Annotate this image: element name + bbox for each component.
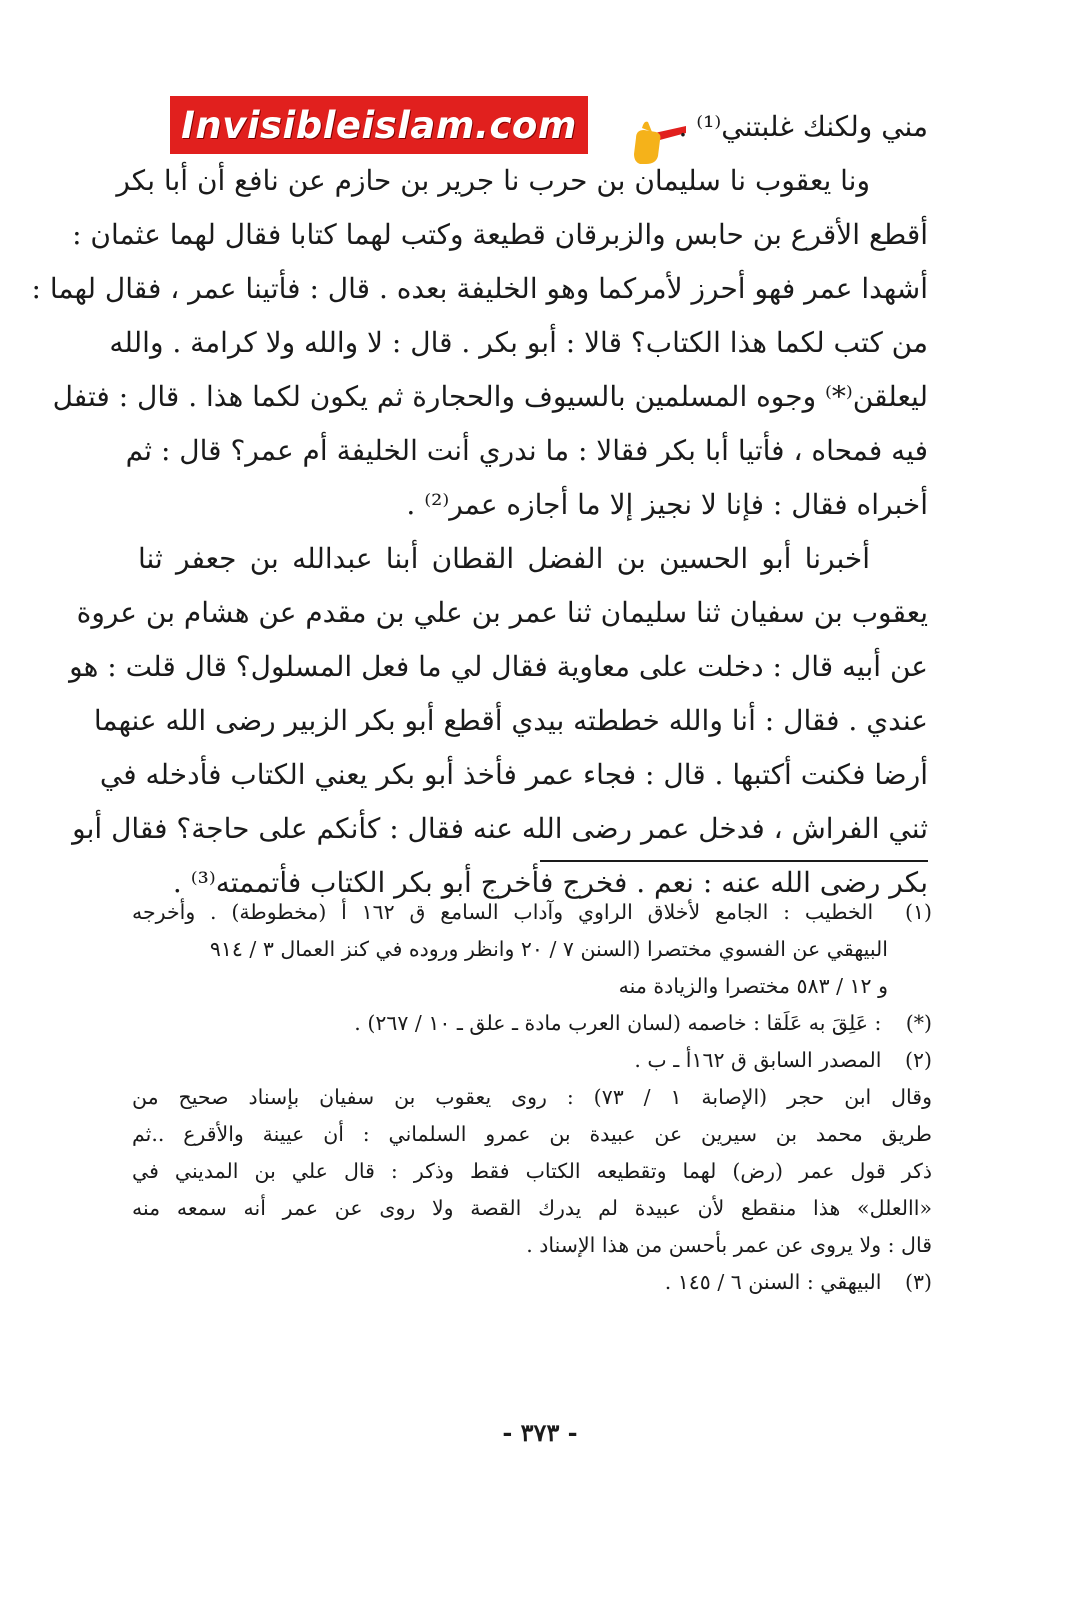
footnotes xyxy=(132,894,932,1301)
footnote-line: ذكر قول عمر (رض) لهما وتقطيعه الكتاب فقط وذكر : قال علي بن المديني في xyxy=(132,1159,932,1183)
text-line: فيه فمحاه ، فأتيا أبا بكر فقالا : ما ندري أنت الخليفة أم عمر؟ قال : ثم xyxy=(125,434,928,467)
text-line: من كتب لكما هذا الكتاب؟ قالا : أبو بكر . قال : لا والله ولا كرامة . والله xyxy=(109,326,928,359)
text-line: عندي . فقال : أنا والله خططته بيدي أقطع أبو بكر الزبير رضى الله عنهما xyxy=(93,704,928,737)
footnote-line: قال : ولا يروى عن عمر بأحسن من هذا الإسناد . xyxy=(526,1233,932,1257)
footnote-text: المصدر السابق ق ١٦٢أ ـ ب . xyxy=(634,1048,882,1072)
footnote-2 xyxy=(132,1042,932,1079)
footnote-text: : عَلِقَ به عَلَقا : خاصمه (لسان العرب مادة ـ علق ـ ١٠ / ٢٦٧) . xyxy=(354,1011,882,1035)
footnote-number: (٢) xyxy=(904,1048,932,1072)
text-line: أشهدا عمر فهو أحرز لأمركما وهو الخليفة بعده . قال : فأتينا عمر ، فقال لهما : xyxy=(31,272,928,305)
main-text xyxy=(31,100,928,910)
text-line: ليعلقن⁽*⁾ وجوه المسلمين بالسيوف والحجارة ثم يكون لكما هذا . قال : فتفل xyxy=(52,380,928,413)
text-line: أخبراه فقال : فإنا لا نجيز إلا ما أجازه عمر⁽²⁾ . xyxy=(406,488,928,521)
footnote-3 xyxy=(132,1264,932,1301)
footnote-number: (٣) xyxy=(904,1270,932,1294)
footnote-text: الخطيب : الجامع لأخلاق الراوي وآداب السامع ق ١٦٢ أ (مخطوطة) . وأخرجه xyxy=(132,900,874,924)
text-line: أقطع الأقرع بن حابس والزبرقان قطيعة وكتب لهما كتابا فقال لهما عثمان : xyxy=(72,218,928,251)
footnote-text: البيهقي : السنن ٦ / ١٤٥ . xyxy=(664,1270,882,1294)
text-line: مني ولكنك غلبتني⁽¹⁾ . xyxy=(678,110,928,143)
text-line: عن أبيه قال : دخلت على معاوية فقال لي ما فعل المسلول؟ قال قلت : هو xyxy=(69,650,928,683)
text-line: يعقوب بن سفيان ثنا سليمان ثنا عمر بن علي بن مقدم عن هشام بن عروة xyxy=(76,596,928,629)
footnote-number: (*) xyxy=(905,1011,932,1035)
page-number: - ٣٧٣ - xyxy=(502,1418,578,1447)
text-line: بكر رضى الله عنه : نعم . فخرج فأخرج أبو بكر الكتاب فأتممته⁽³⁾ . xyxy=(172,866,928,899)
text-line: أرضا فكنت أكتبها . قال : فجاء عمر فأخذ أبو بكر يعني الكتاب فأدخله في xyxy=(99,758,928,791)
footnote-1 xyxy=(132,894,932,931)
footnote-line: البيهقي عن الفسوي مختصرا (السنن ٧ / ٢٠ وانظر وروده في كنز العمال ٣ / ٩١٤ xyxy=(209,937,888,961)
footnote-line: وقال ابن حجر (الإصابة ١ / ٧٣) : روى يعقوب بن سفيان بإسناد صحيح من xyxy=(132,1085,932,1109)
footnote-star xyxy=(132,1005,932,1042)
footnote-divider xyxy=(540,860,928,862)
footnote-line: «االعلل» هذا منقطع لأن عبيدة لم يدرك القصة ولا روى عن عمر أنه سمعه منه xyxy=(132,1196,932,1220)
footnote-line: طريق محمد بن سيرين عن عبيدة بن عمرو السلماني : أن عيينة والأقرع ..ثم xyxy=(132,1122,932,1146)
text-line: ونا يعقوب نا سليمان بن حرب نا جرير بن حازم عن نافع أن أبا بكر xyxy=(116,164,870,197)
watermark-text: Invisibleislam.com xyxy=(181,103,577,147)
text-line: أخبرنا أبو الحسين بن الفضل القطان أبنا عبدالله بن جعفر ثنا xyxy=(138,542,870,575)
footnote-line: و ١٢ / ٥٨٣ مختصرا والزيادة منه xyxy=(618,974,888,998)
footnote-number: (١) xyxy=(904,900,932,924)
text-line: ثني الفراش ، فدخل عمر رضى الله عنه فقال : كأنكم على حاجة؟ فقال أبو xyxy=(72,812,928,845)
